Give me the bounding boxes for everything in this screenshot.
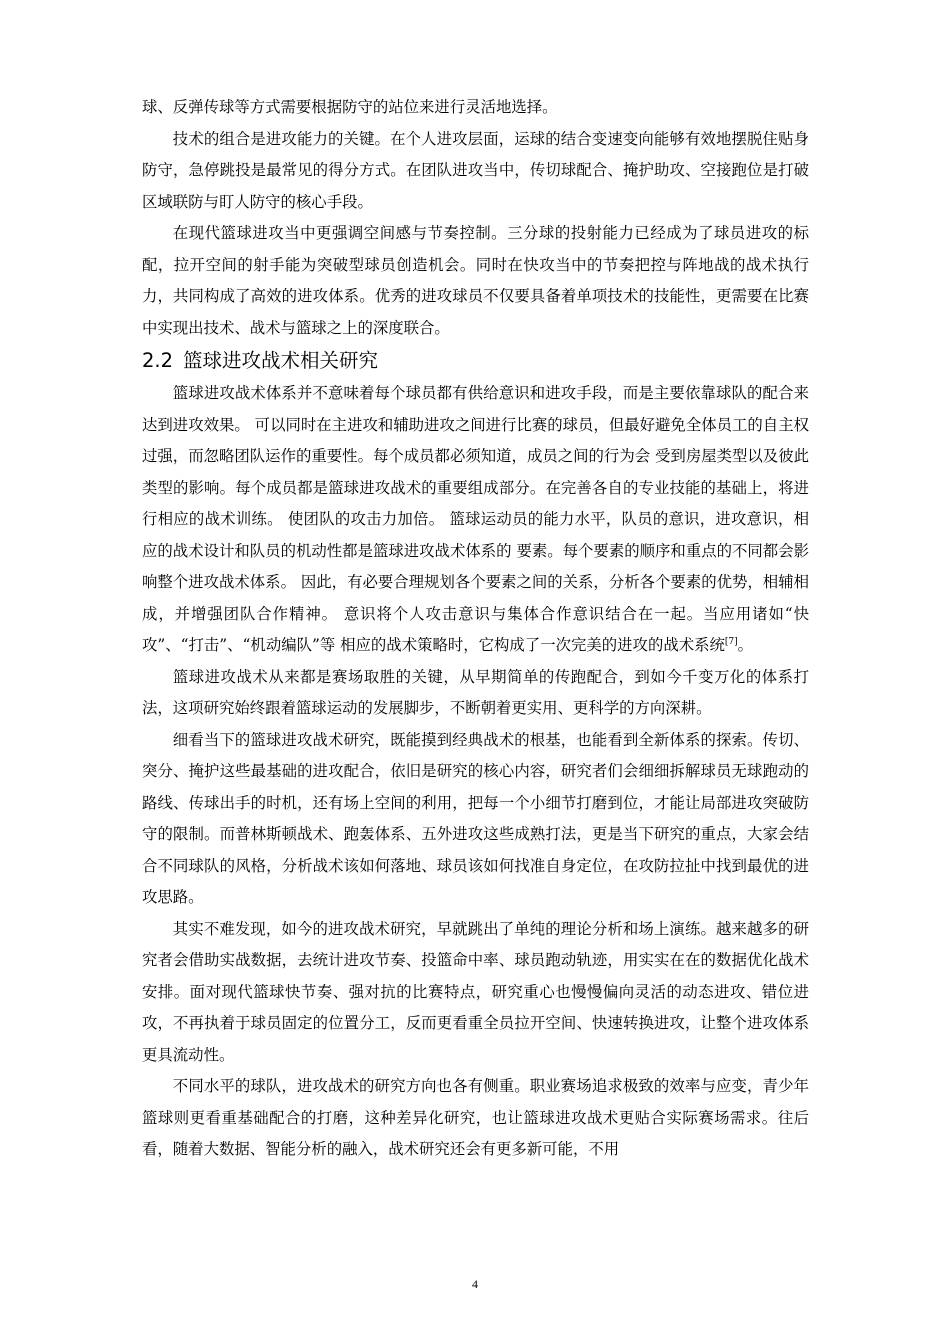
paragraph-current-research: 细看当下的篮球进攻战术研究，既能摸到经典战术的根基，也能看到全新体系的探索。传切、突分、掩护这些最基础的进攻配合，依旧是研究的核心内容，研究者们会细细拆解球员无球跑动的路线、传球出手的时机，还有场上空间的利用，把每一个小细节打磨到位，才能让局部进攻突破防守的限制。而普林斯顿战术、跑轰体系、五外进攻这些成熟打法，更是当下研究的重点，大家会结合不同球队的风格，分析战术该如何落地、球员该如何找准自身定位，在攻防拉扯中找到最优的进攻思路。 (142, 730, 809, 906)
page-body (142, 92, 809, 1166)
paragraph-modern-offense: 在现代篮球进攻当中更强调空间感与节奏控制。三分球的投射能力已经成为了球员进攻的标配，拉开空间的射手能为突破型球员创造机会。同时在快攻当中的节奏把控与阵地战的战术执行力，共同构成了高效的进攻体系。优秀的进攻球员不仅要具备着单项技术的技能性，更需要在比赛中实现出技术、战术与篮球之上的深度联合。 (142, 224, 809, 337)
section-heading (142, 344, 809, 378)
paragraph-end: 。 (737, 636, 754, 654)
paragraph-continued: 球、反弹传球等方式需要根据防守的站位来进行灵活地选择。 (142, 98, 558, 116)
paragraph-text: 篮球进攻战术体系并不意味着每个球员都有供给意识和进攻手段，而是主要依靠球队的配合来达到进攻效果。 可以同时在主进攻和辅助进攻之间进行比赛的球员，但最好避免全体员工的自主权过强，而忽略团队运作的重要性。每个成员都必须知道，成员之间的行为会 受到房屋类型以及彼此类型的影响。每个成员都是篮球进攻战术的重要组成部分。在完善各自的专业技能的基础上，将进行相应的战术训练。 使团队的攻击力加倍。 篮球运动员的能力水平，队员的意识，进攻意识，相应的战术设计和队员的机动性都是篮球进攻战术体系的 要素。每个要素的顺序和重点的不同都会影响整个进攻战术体系。 因此，有必要合理规划各个要素之间的关系，分析各个要素的优势，相辅相成，并增强团队合作精神。 意识将个人攻击意识与集体合作意识结合在一起。当应用诸如“快攻”、“打击”、“机动编队”等 相应的战术策略时，它构成了一次完美的进攻的战术系统 (142, 384, 809, 654)
page-number: 4 (472, 1277, 478, 1291)
paragraph-technique-combination: 技术的组合是进攻能力的关键。在个人进攻层面，运球的结合变速变向能够有效地摆脱住贴身防守，急停跳投是最常见的得分方式。在团队进攻当中，传切球配合、掩护助攻、空接跑位是打破区域联防与盯人防守的核心手段。 (142, 129, 809, 211)
paragraph-data-driven: 其实不难发现，如今的进攻战术研究，早就跳出了单纯的理论分析和场上演练。越来越多的研究者会借助实战数据，去统计进攻节奏、投篮命中率、球员跑动轨迹，用实实在在的数据优化战术安排。面对现代篮球快节奏、强对抗的比赛特点，研究重心也慢慢偏向灵活的动态进攻、错位进攻，不再执着于球员固定的位置分工，反而更看重全员拉开空间、快速转换进攻，让整个进攻体系更具流动性。 (142, 919, 809, 1064)
paragraph-team-levels: 不同水平的球队，进攻战术的研究方向也各有侧重。职业赛场追求极致的效率与应变，青少年篮球则更看重基础配合的打磨，这种差异化研究，也让篮球进攻战术更贴合实际赛场需求。往后看，随着大数据、智能分析的融入，战术研究还会有更多新可能，不用 (142, 1077, 809, 1158)
citation-ref: [7] (724, 636, 738, 647)
section-title: 篮球进攻战术相关研究 (183, 349, 379, 372)
paragraph-tactic-system (142, 378, 809, 662)
section-number: 2.2 (142, 349, 174, 372)
paragraph-tactic-history: 篮球进攻战术从来都是赛场取胜的关键，从早期简单的传跑配合，到如今千变万化的体系打法，这项研究始终跟着篮球运动的发展脚步，不断朝着更实用、更科学的方向深耕。 (142, 667, 809, 717)
